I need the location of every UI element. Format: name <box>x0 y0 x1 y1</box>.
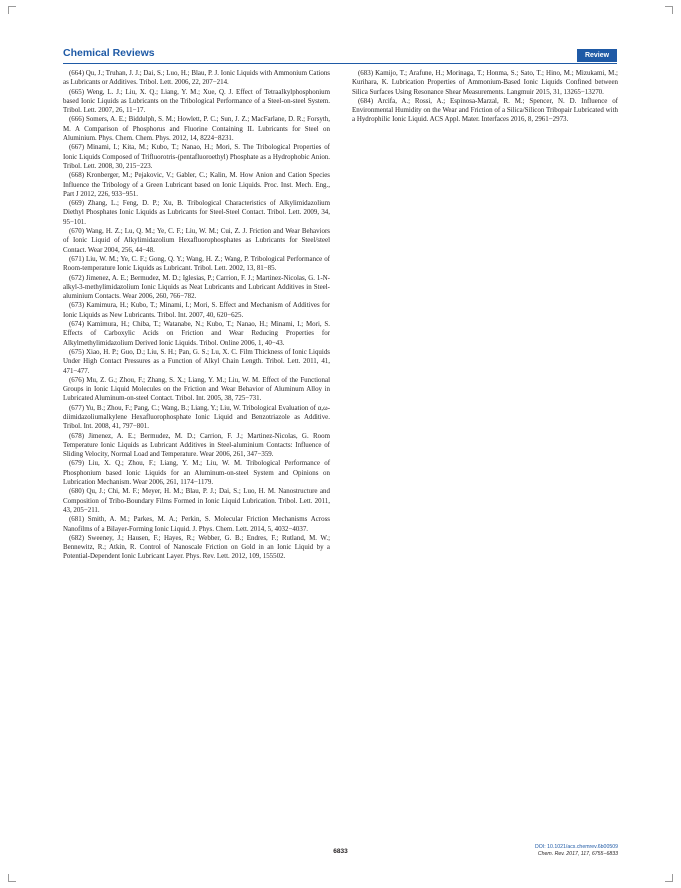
journal-title: Chemical Reviews <box>63 47 155 59</box>
reference-item: (669) Zhang, L.; Feng, D. P.; Xu, B. Tribological Characteristics of Alkylimidazolium Diethyl Phosphates Ionic Liquids as Lubricants for Steel-Steel Contact. Tribol. Lett. 2009, 34, 95−101. <box>63 199 330 226</box>
crop-mark-bottom-left <box>8 874 16 882</box>
reference-item: (683) Kamijo, T.; Arafune, H.; Morinaga, T.; Honma, S.; Sato, T.; Hino, M.; Mizukami, M.; Kurihara, K. Lubrication Properties of Ammonium-Based Ionic Liquids Confined between Silica Surfaces Using Resonance Shear Measurements. Langmuir 2015, 31, 13265−13270. <box>352 69 618 96</box>
references-column-right <box>352 69 618 125</box>
references-column-left <box>63 69 330 562</box>
crop-mark-top-right <box>665 6 673 14</box>
footer-citation <box>535 844 618 858</box>
reference-item: (666) Somers, A. E.; Biddulph, S. M.; Howlett, P. C.; Sun, J. Z.; MacFarlane, D. R.; Forsyth, M. A Comparison of Phosphorus and Fluorine Containing IL Lubricants for Steel on Aluminium. Phys. Chem. Chem. Phys. 2012, 14, 8224−8231. <box>63 115 330 143</box>
reference-item: (682) Sweeney, J.; Hausen, F.; Hayes, R.; Webber, G. B.; Endres, F.; Rutland, M. W.; Bennewitz, R.; Atkin, R. Control of Nanoscale Friction on Gold in an Ionic Liquid by a Potential-Dependent Ionic Lubricant Layer. Phys. Rev. Lett. 2012, 109, 155502. <box>63 533 330 561</box>
reference-item: (673) Kamimura, H.; Kubo, T.; Minami, I.; Mori, S. Effect and Mechanism of Additives for Ionic Liquids as New Lubricants. Tribol. Int. 2007, 40, 620−625. <box>63 301 330 319</box>
reference-item: (667) Minami, I.; Kita, M.; Kubo, T.; Nanao, H.; Mori, S. The Tribological Properties of Ionic Liquids Composed of Trifluorotris-(pentafluoroethyl) Phosphate as a Hydrophobic Anion. Tribol. Lett. 2008, 30, 215−223. <box>63 143 330 170</box>
reference-item: (681) Smith, A. M.; Parkes, M. A.; Perkin, S. Molecular Friction Mechanisms Across Nanofilms of a Bilayer-Forming Ionic Liquid. J. Phys. Chem. Lett. 2014, 5, 4032−4037. <box>63 515 330 533</box>
page-header <box>63 49 617 63</box>
reference-item: (678) Jimenez, A. E.; Bermudez, M. D.; Carrion, F. J.; Martinez-Nicolas, G. Room Temperature Ionic Liquids as Lubricant Additives in Steel-aluminium Contacts: Influence of Sliding Velocity, Normal Load and Temperature. Wear 2006, 261, 347−359. <box>63 431 330 459</box>
reference-item: (671) Liu, W. M.; Ye, C. F.; Gong, Q. Y.; Wang, H. Z.; Wang, P. Tribological Performance of Room-temperature Ionic Liquids as Lubricant. Tribol. Lett. 2002, 13, 81−85. <box>63 254 330 273</box>
reference-item: (664) Qu, J.; Truhan, J. J.; Dai, S.; Luo, H.; Blau, P. J. Ionic Liquids with Ammonium Cations as Lubricants or Additives. Tribol. Lett. 2006, 22, 207−214. <box>63 69 330 87</box>
reference-item: (675) Xiao, H. P.; Guo, D.; Liu, S. H.; Pan, G. S.; Lu, X. C. Film Thickness of Ionic Liquids Under High Contact Pressures as a Function of Alkyl Chain Length. Tribol. Lett. 2011, 41, 471−477. <box>63 347 330 375</box>
reference-item: (676) Mu, Z. G.; Zhou, F.; Zhang, S. X.; Liang, Y. M.; Liu, W. M. Effect of the Functional Groups in Ionic Liquid Molecules on the Friction and Wear Behavior of Aluminum Alloy in Lubricated Aluminum-on-steel Contact. Tribol. Int. 2005, 38, 725−731. <box>63 375 330 403</box>
doi-link[interactable]: DOI: 10.1021/acs.chemrev.6b00509 <box>535 844 618 850</box>
reference-item: (677) Yu, B.; Zhou, F.; Pang, C.; Wang, B.; Liang, Y.; Liu, W. Tribological Evaluation of α,ω-diimidazoliumalkylene Hexafluorophosphate Ionic Liquid and Benzotriazole as Additive. Tribol. Int. 2008, 41, 797−801. <box>63 403 330 431</box>
reference-item: (684) Arcifa, A.; Rossi, A.; Espinosa-Marzal, R. M.; Spencer, N. D. Influence of Environmental Humidity on the Wear and Friction of a Silica/Silicon Tribopair Lubricated with a Hydrophilic Ionic Liquid. ACS Appl. Mater. Interfaces 2016, 8, 2961−2973. <box>352 96 618 124</box>
reference-item: (674) Kamimura, H.; Chiba, T.; Watanabe, N.; Kubo, T.; Nanao, H.; Minami, I.; Mori, S. Effects of Carboxylic Acids on Friction and Wear Reducing Properties for Alkylmethylimidazolium Derived Ionic Liquids. Tribol. Online 2006, 1, 40−43. <box>63 320 330 347</box>
crop-mark-top-left <box>8 6 16 14</box>
reference-item: (679) Liu, X. Q.; Zhou, F.; Liang, Y. M.; Liu, W. M. Tribological Performance of Phosphonium based Ionic Liquids for an Aluminum-on-steel System and Opinions on Lubrication Mechanism. Wear 2006, 261, 1174−1179. <box>63 459 330 487</box>
header-rule <box>63 63 617 64</box>
reference-item: (672) Jimenez, A. E.; Bermudez, M. D.; Iglesias, P.; Carrion, F. J.; Martinez-Nicolas, G. 1-N-alkyl-3-methylimidazolium Ionic Liquids as Neat Lubricants and Lubricant Additives in Steel-aluminium Contacts. Wear 2006, 260, 766−782. <box>63 273 330 301</box>
crop-mark-bottom-right <box>665 874 673 882</box>
reference-item: (668) Kronberger, M.; Pejakovic, V.; Gabler, C.; Kalin, M. How Anion and Cation Species Influence the Tribology of a Green Lubricant based on Ionic Liquids. Proc. Inst. Mech. Eng., Part J 2012, 226, 933−951. <box>63 171 330 198</box>
reference-item: (680) Qu, J.; Chi, M. F.; Meyer, H. M.; Blau, P. J.; Dai, S.; Luo, H. M. Nanostructure and Composition of Tribo-Boundary Films Formed in Ionic Liquid Lubrication. Tribol. Lett. 2011, 43, 205−211. <box>63 487 330 514</box>
reference-item: (665) Weng, L. J.; Liu, X. Q.; Liang, Y. M.; Xue, Q. J. Effect of Tetraalkylphosphonium based Ionic Liquids as Lubricants on the Tribological Performance of a Steel-on-steel System. Tribol. Lett. 2007, 26, 11−17. <box>63 87 330 115</box>
journal-citation: Chem. Rev. 2017, 117, 6755−6833 <box>537 851 618 857</box>
reference-item: (670) Wang, H. Z.; Lu, Q. M.; Ye, C. F.; Liu, W. M.; Cui, Z. J. Friction and Wear Behaviors of Ionic Liquid of Alkylimidazolium Hexafluorophosphates as Lubricants for Steel/steel Contact. Wear 2004, 256, 44−48. <box>63 227 330 254</box>
page-number: 6833 <box>333 848 348 855</box>
review-badge: Review <box>577 49 617 62</box>
